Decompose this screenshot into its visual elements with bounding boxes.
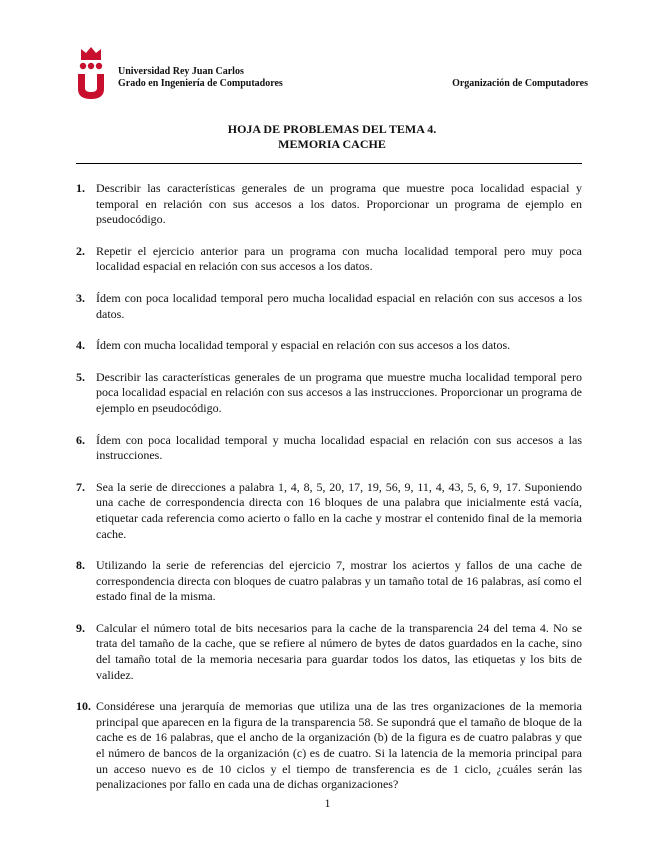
problem-text: Ídem con poca localidad temporal y mucha localidad espacial en relación con sus accesos a las instrucciones. xyxy=(96,432,582,463)
problem-item xyxy=(76,433,582,464)
problem-text: Utilizando la serie de referencias del ejercicio 7, mostrar los aciertos y fallos de una cache de correspondencia directa con bloques de cuatro palabras y un tamaño total de 16 palabras, así como el estado final de la misma. xyxy=(96,558,582,604)
problem-item xyxy=(76,291,582,322)
title-divider xyxy=(76,163,582,164)
problem-list xyxy=(76,181,582,793)
problem-number: 9. xyxy=(76,620,85,635)
university-name: Universidad Rey Juan Carlos xyxy=(118,66,244,77)
problem-text: Repetir el ejercicio anterior para un programa con mucha localidad temporal pero muy poca localidad espacial en relación con sus accesos a los datos. xyxy=(96,243,582,274)
subject-name: Organización de Computadores xyxy=(452,78,588,89)
problem-number: 3. xyxy=(76,290,85,305)
problem-item xyxy=(76,370,582,417)
problem-text: Describir las características generales de un programa que muestre mucha localidad temporal pero poca localidad espacial en relación con sus accesos a las instrucciones. Proporcionar un programa de ejemplo en pseudocódigo. xyxy=(96,369,582,415)
problem-item xyxy=(76,338,582,354)
page-header xyxy=(76,44,588,104)
problem-number: 6. xyxy=(76,432,85,447)
problem-number: 8. xyxy=(76,558,85,573)
problem-text: Calcular el número total de bits necesarios para la cache de la transparencia 24 del tema 4. No se trata del tamaño de la cache, que se refiere al número de bytes de datos guardados en la cache, sino del tamaño total de la memoria necesaria para guardar todos los datos, las etiquetas y los bits de validez. xyxy=(96,620,582,682)
institution-block xyxy=(118,66,283,90)
problem-number: 5. xyxy=(76,369,85,384)
university-logo-icon xyxy=(76,44,106,100)
problem-text: Considérese una jerarquía de memorias que utiliza una de las tres organizaciones de la memoria principal que aparecen en la figura de la transparencia 58. Se supondrá que el tamaño de bloque de la cache es de 16 palabras, que el ancho de la organización (b) de la figura es de cuatro palabras y que el número de bancos de la organización (c) es de cuatro. Si la latencia de la memoria principal para un acceso nuevo es de 10 ciclos y el tiempo de transferencia es de 1 ciclo, ¿cuáles serán las penalizaciones por fallo en cada una de dichas organizaciones? xyxy=(96,699,582,792)
problem-text: Ídem con mucha localidad temporal y espacial en relación con sus accesos a los datos. xyxy=(96,338,511,353)
document-title xyxy=(76,122,588,152)
problem-item xyxy=(76,244,582,275)
problem-number: 7. xyxy=(76,479,85,494)
problem-number: 2. xyxy=(76,243,85,258)
problem-number: 1. xyxy=(76,181,85,195)
degree-name: Grado en Ingeniería de Computadores xyxy=(118,78,283,89)
problem-text: Sea la serie de direcciones a palabra 1, 4, 8, 5, 20, 17, 19, 56, 9, 11, 4, 43, 5, 6, 9, 17. Suponiendo una cache de correspondencia directa con 16 bloques de una palabra que inicialmente está vacía, etiquetar cada referencia como acierto o fallo en la cache y mostrar el contenido final de la memoria cache. xyxy=(96,479,582,541)
problem-item xyxy=(76,558,582,605)
problem-text: Describir las características generales de un programa que muestre poca localidad espacial y temporal en relación con sus accesos a los datos. Proporcionar un programa de ejemplo en pseudocódigo. xyxy=(96,181,582,227)
page-number: 1 xyxy=(324,796,331,810)
title-line-2: MEMORIA CACHE xyxy=(278,137,386,151)
problem-item xyxy=(76,699,582,793)
problem-item xyxy=(76,621,582,683)
problem-number: 10. xyxy=(76,699,91,714)
problem-text: Ídem con poca localidad temporal pero mucha localidad espacial en relación con sus accesos a los datos. xyxy=(96,290,582,321)
problem-item xyxy=(76,480,582,542)
title-line-1: HOJA DE PROBLEMAS DEL TEMA 4. xyxy=(227,122,437,136)
problem-number: 4. xyxy=(76,338,85,353)
problem-item xyxy=(76,181,582,228)
